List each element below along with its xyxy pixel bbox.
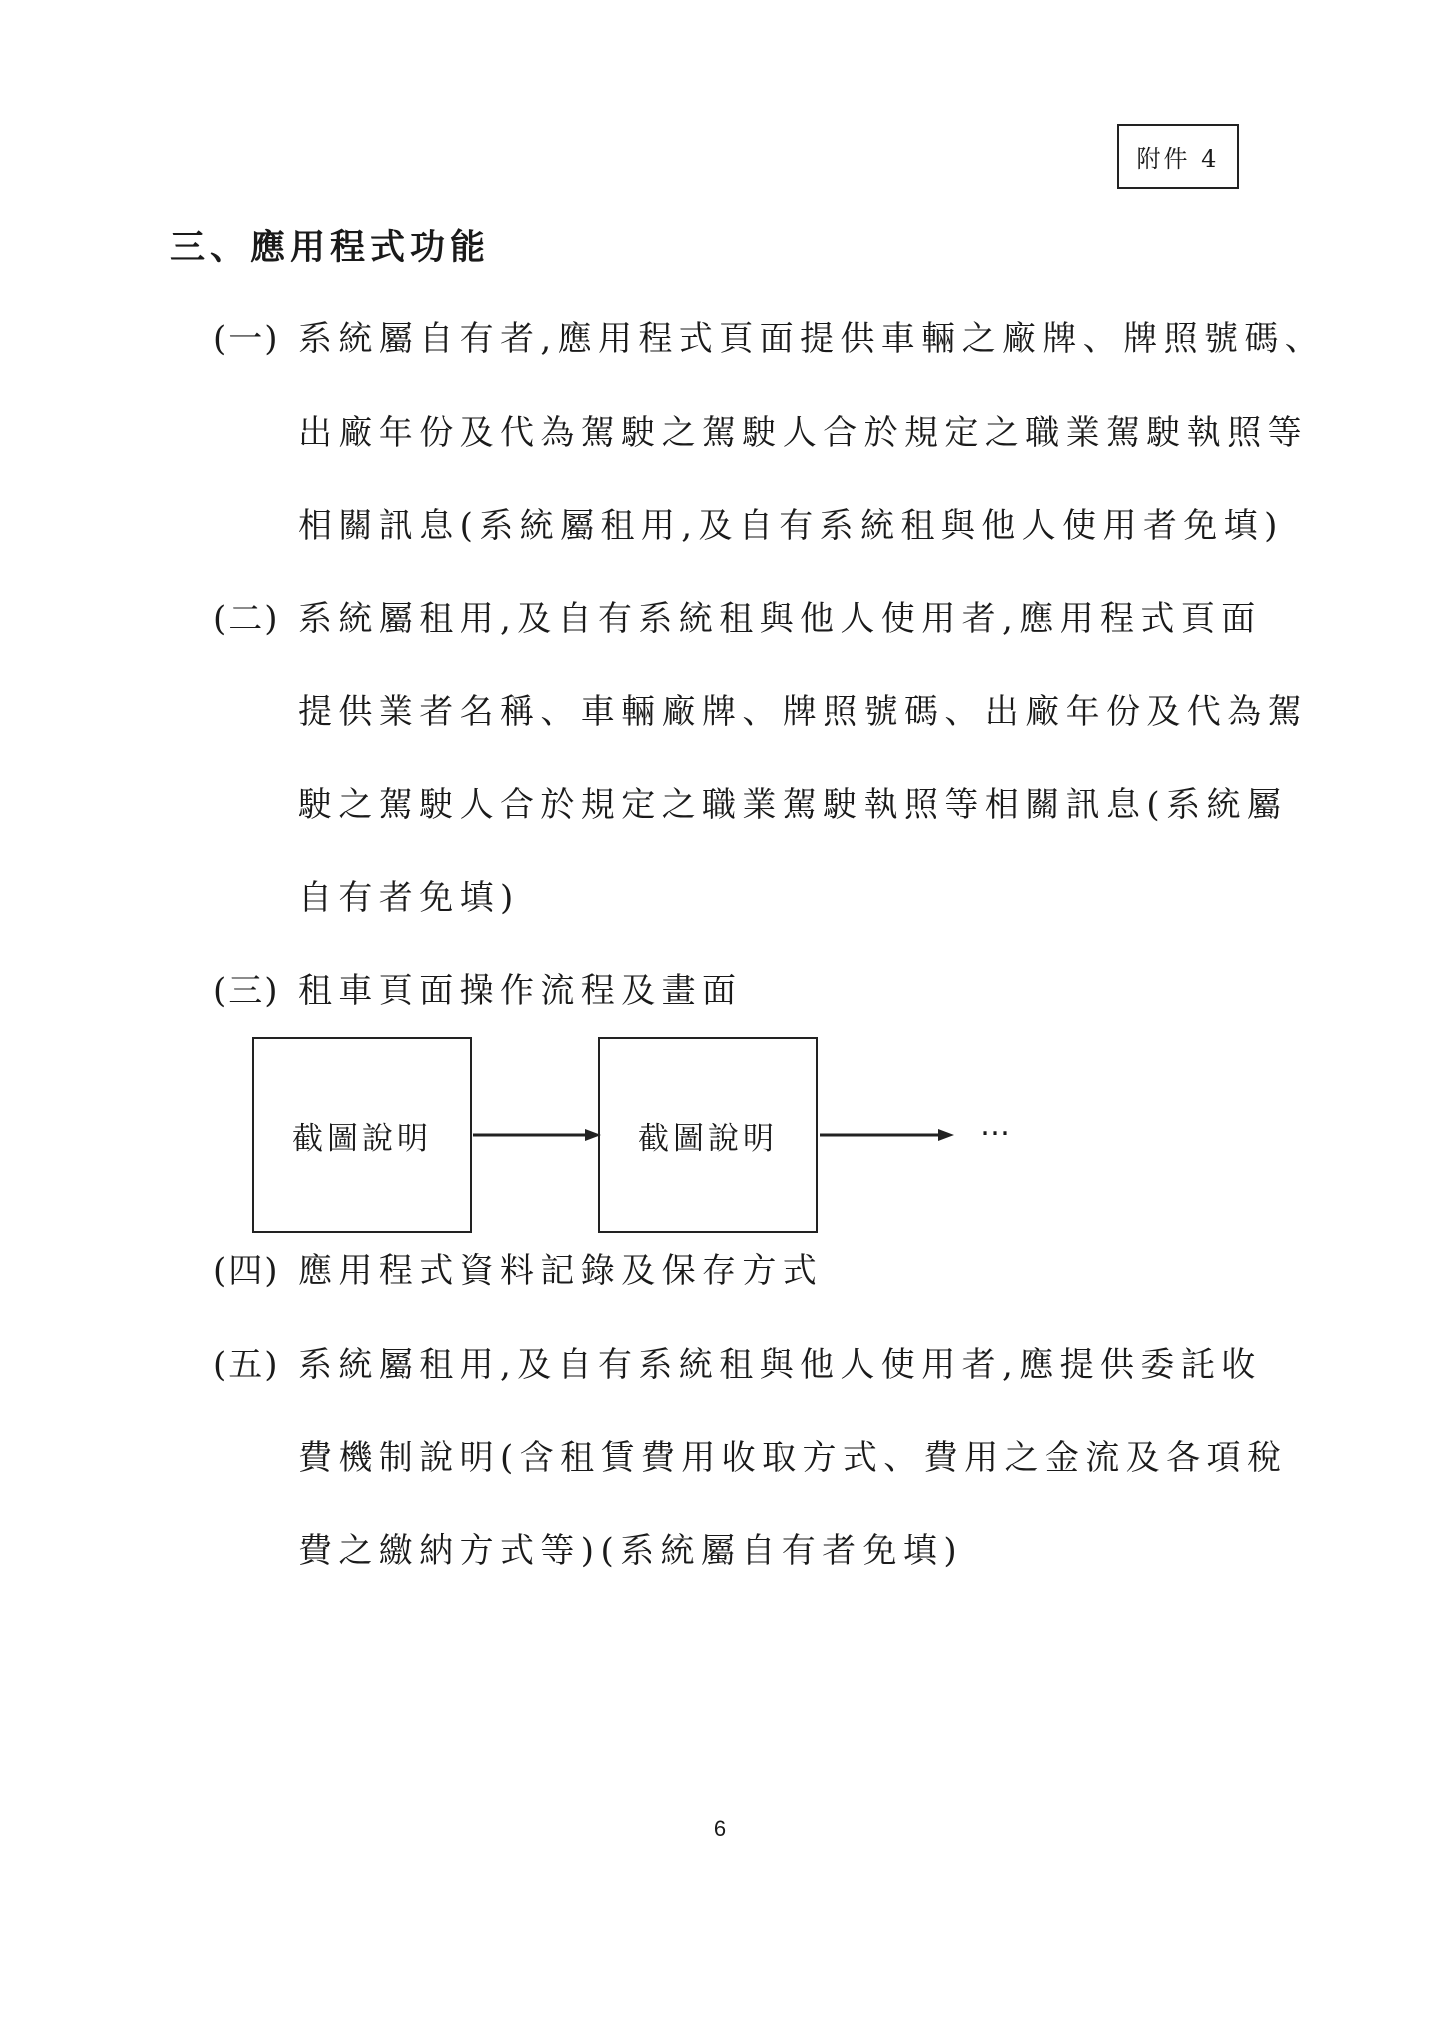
item-1-line-1: 系統屬自有者,應用程式頁面提供車輛之廠牌、牌照號碼、: [298, 319, 1326, 359]
item-5-marker: (五): [213, 1345, 280, 1385]
item-1-line-2: 出廠年份及代為駕駛之駕駛人合於規定之職業駕駛執照等: [298, 413, 1308, 453]
section-title: 三、應用程式功能: [170, 227, 491, 268]
attachment-label: 附件 4: [1117, 124, 1239, 189]
item-1-line-3: 相關訊息(系統屬租用,及自有系統租與他人使用者免填): [298, 506, 1284, 546]
item-5-line-2: 費機制說明(含租賃費用收取方式、費用之金流及各項稅: [298, 1438, 1288, 1478]
item-2-marker: (二): [213, 599, 280, 639]
flow-box-1: 截圖說明: [252, 1037, 472, 1233]
item-3-marker: (三): [213, 971, 280, 1011]
item-2-line-3: 駛之駕駛人合於規定之職業駕駛執照等相關訊息(系統屬: [298, 785, 1288, 825]
page-number: 6: [713, 1816, 727, 1841]
flow-continuation: …: [980, 1108, 1014, 1143]
item-3-line-1: 租車頁面操作流程及畫面: [298, 971, 743, 1011]
item-2-line-2: 提供業者名稱、車輛廠牌、牌照號碼、出廠年份及代為駕: [298, 692, 1308, 732]
item-1-marker: (一): [213, 319, 280, 359]
item-4-line-1: 應用程式資料記錄及保存方式: [298, 1251, 824, 1291]
item-2-line-1: 系統屬租用,及自有系統租與他人使用者,應用程式頁面: [298, 599, 1262, 639]
flow-arrow-2: [820, 1125, 956, 1145]
flow-box-2: 截圖說明: [598, 1037, 818, 1233]
item-4-marker: (四): [213, 1251, 280, 1291]
item-5-line-1: 系統屬租用,及自有系統租與他人使用者,應提供委託收: [298, 1345, 1262, 1385]
flow-arrow-1: [473, 1125, 603, 1145]
item-2-line-4: 自有者免填): [298, 878, 520, 918]
item-5-line-3: 費之繳納方式等)(系統屬自有者免填): [298, 1531, 963, 1571]
